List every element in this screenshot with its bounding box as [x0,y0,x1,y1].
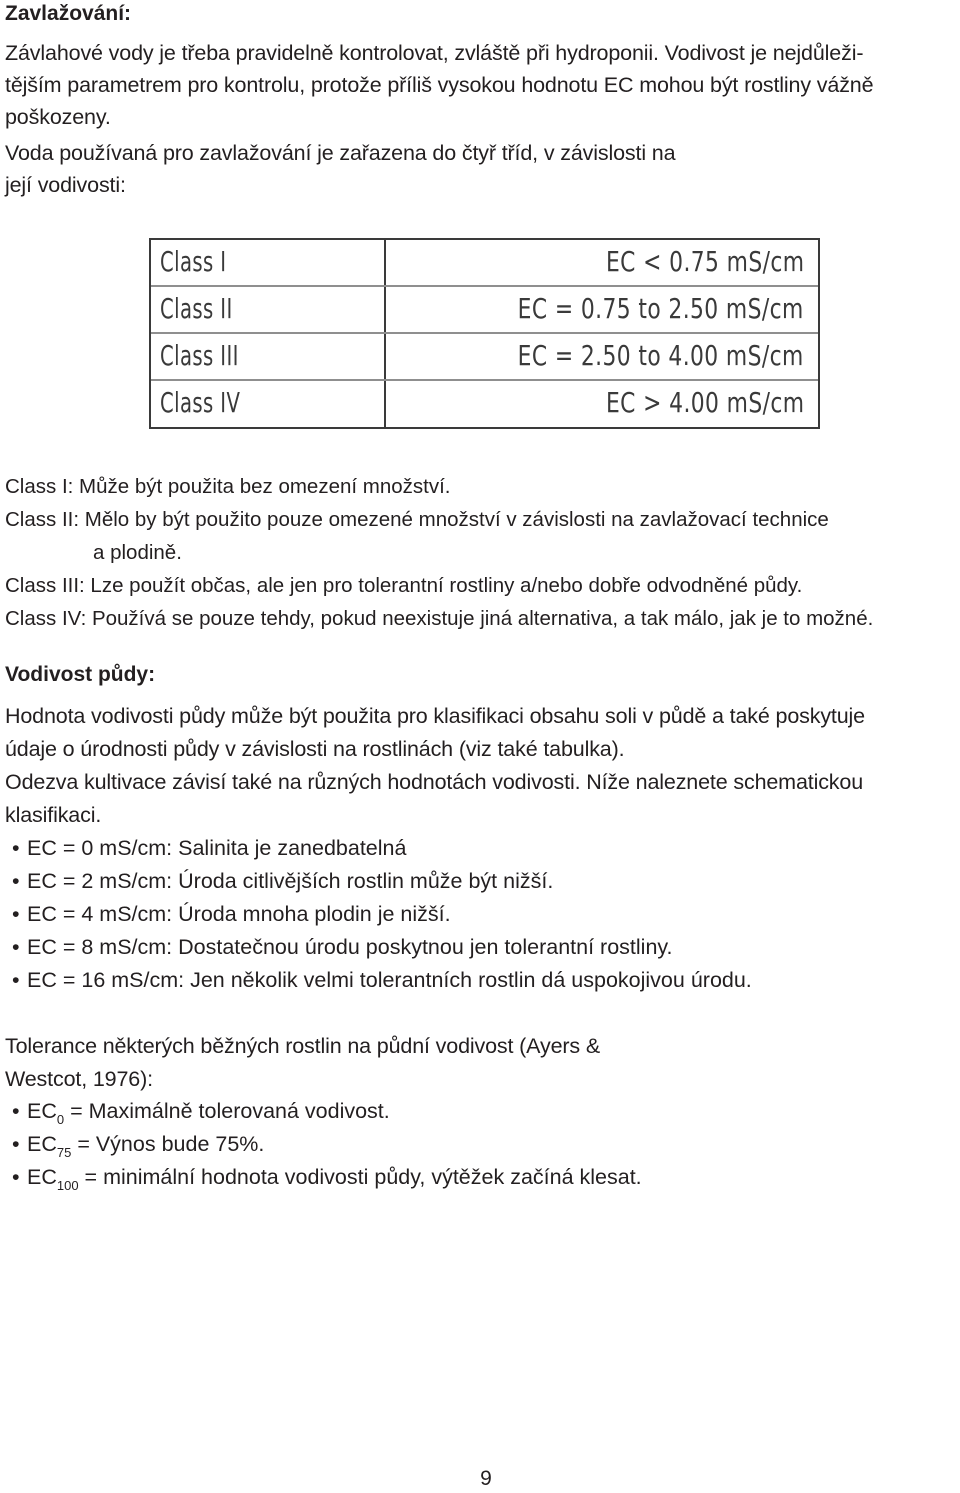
table-row-divider [151,332,818,334]
list-item: • EC = 4 mS/cm: Úroda mnoha plodin je nižší. [5,898,752,931]
irrigation-paragraph-1 [5,37,945,133]
class-i-range: EC < 0.75 mS/cm [605,245,804,278]
bullet-icon: • [12,836,20,860]
list-item: • $EC_0$ = Maximálně tolerovaná vodivost. [5,1095,642,1128]
class-iii-description: Class III: Lze použít občas, ale jen pro tolerantní rostliny a/nebo dobře odvodněné půdy. [5,574,803,597]
irrigation-paragraph-2 [5,137,945,201]
text-line: poškozeny. [5,105,111,129]
bullet-icon: • [12,1165,20,1189]
soil-paragraph [5,700,945,832]
text-line: Voda používaná pro zavlažování je zařazena do čtyř tříd, v závislosti na [5,141,676,165]
text-line: Westcot, 1976): [5,1067,153,1091]
text-line: Závlahové vody je třeba pravidelně kontrolovat, zvláště při hydroponii. Vodivost je nejdůleži- [5,41,864,65]
class-i-description: Class I: Může být použita bez omezení množství. [5,475,451,498]
text-line: klasifikaci. [5,803,102,827]
bullet-icon: • [12,902,20,926]
class-iii-range: EC = 2.50 to 4.00 mS/cm [518,339,804,372]
text-line: její vodivosti: [5,173,126,197]
text-line: Tolerance některých běžných rostlin na půdní vodivost (Ayers & [5,1034,601,1058]
class-iii-label: Class III [160,339,239,372]
class-ii-description: Class II: Mělo by být použito pouze omezené množství v závislosti na zavlažovací technice [5,508,829,531]
conductivity-class-table [149,238,820,429]
bullet-icon: • [12,935,20,959]
text-line: tějším parametrem pro kontrolu, protože příliš vysokou hodnotu EC mohou být rostliny vážně [5,73,874,97]
page-number: 9 [480,1467,492,1490]
class-i-label: Class I [160,245,227,278]
class-ii-description-cont: a plodině. [93,541,182,564]
tolerance-definitions-list [5,1095,642,1194]
bullet-icon: • [12,1132,20,1156]
list-item: • EC = 16 mS/cm: Jen několik velmi tolerantních rostlin dá uspokojivou úrodu. [5,964,752,997]
irrigation-heading: Zavlažování: [5,2,132,25]
tolerance-intro [5,1030,945,1096]
bullet-icon: • [12,968,20,992]
soil-conductivity-heading: Vodivost půdy: [5,663,156,686]
text-line: Odezva kultivace závisí také na různých hodnotách vodivosti. Níže naleznete schematickou [5,770,864,794]
text-line: údaje o úrodnosti půdy v závislosti na rostlinách (viz také tabulka). [5,737,625,761]
table-row-divider [151,285,818,287]
list-item: • $EC_{75}$ = Výnos bude 75%. [5,1128,642,1161]
list-item: • EC = 0 mS/cm: Salinita je zanedbatelná [5,832,752,865]
ec-yield-list [5,832,752,997]
class-descriptions [5,470,873,635]
list-item: • $EC_{100}$ = minimální hodnota vodivosti půdy, výtěžek začíná klesat. [5,1161,642,1194]
class-iv-description: Class IV: Používá se pouze tehdy, pokud neexistuje jiná alternativa, a tak málo, jak je to možné. [5,607,874,630]
list-item: • EC = 8 mS/cm: Dostatečnou úrodu poskytnou jen tolerantní rostliny. [5,931,752,964]
list-item: • EC = 2 mS/cm: Úroda citlivějších rostlin může být nižší. [5,865,752,898]
table-row-divider [151,379,818,381]
bullet-icon: • [12,869,20,893]
class-ii-range: EC = 0.75 to 2.50 mS/cm [518,292,804,325]
class-iv-range: EC > 4.00 mS/cm [605,386,804,419]
class-iv-label: Class IV [160,386,241,419]
class-ii-label: Class II [160,292,233,325]
bullet-icon: • [12,1099,20,1123]
text-line: Hodnota vodivosti půdy může být použita pro klasifikaci obsahu soli v půdě a také poskytuje [5,704,865,728]
